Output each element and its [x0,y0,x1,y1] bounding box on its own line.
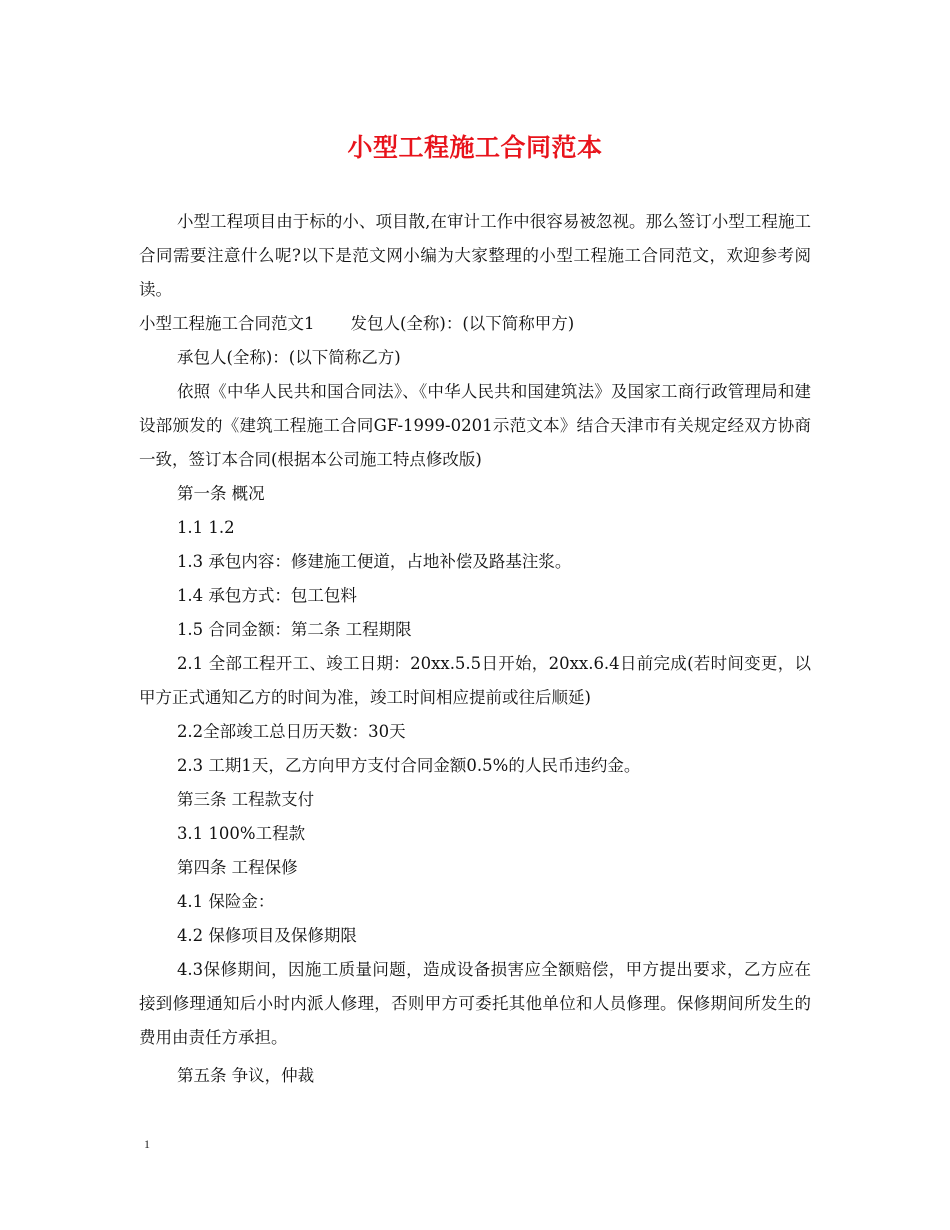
clause-2-3: 2.3 工期1天，乙方向甲方支付合同金额0.5%的人民币违约金。 [176,756,641,775]
sample-heading: 小型工程施工合同范文1 [139,314,315,333]
document-body [139,205,811,1093]
contractor-line: 承包人(全称)：(以下简称乙方) [176,348,401,367]
clause-1-5: 1.5 合同金额：第二条 工程期限 [176,620,412,639]
legal-basis-paragraph: 依照《中华人民共和国合同法》、《中华人民共和国建筑法》及国家工商行政管理局和建设部颁发的《建筑工程施工合同GF-1999-0201示范文本》结合天津市有关规定经双方协商一致，签订本合同(根据本公司施工特点修改版) [139,382,811,469]
employer-line: 发包人(全称)：(以下简称甲方) [350,314,575,333]
intro-paragraph: 小型工程项目由于标的小、项目散,在审计工作中很容易被忽视。那么签订小型工程施工合同需要注意什么呢?以下是范文网小编为大家整理的小型工程施工合同范文，欢迎参考阅读。 [139,212,811,299]
clause-1-4: 1.4 承包方式：包工包料 [176,586,357,605]
sample-heading-line [139,307,811,341]
clause-2-2: 2.2全部竣工总日历天数：30天 [176,722,406,741]
article-1-heading: 第一条 概况 [176,484,265,503]
document-title: 小型工程施工合同范本 [347,133,603,162]
article-4-heading: 第四条 工程保修 [176,858,298,877]
clause-4-2: 4.2 保修项目及保修期限 [176,926,357,945]
clause-1-3: 1.3 承包内容：修建施工便道，占地补偿及路基注浆。 [176,552,572,571]
page-number: 1 [144,1137,150,1151]
article-5-heading: 第五条 争议，仲裁 [176,1066,315,1085]
article-3-heading: 第三条 工程款支付 [176,790,315,809]
clause-1-1: 1.1 1.2 [176,518,235,537]
clause-2-1: 2.1 全部工程开工、竣工日期：20xx.5.5日开始，20xx.6.4日前完成(若时间变更，以甲方正式通知乙方的时间为准，竣工时间相应提前或往后顺延) [139,654,811,707]
clause-4-1: 4.1 保险金： [176,892,275,911]
clause-3-1: 3.1 100%工程款 [176,824,306,843]
clause-4-3: 4.3保修期间，因施工质量问题，造成设备损害应全额赔偿，甲方提出要求，乙方应在接到修理通知后小时内派人修理，否则甲方可委托其他单位和人员修理。保修期间所发生的费用由责任方承担。 [139,960,811,1047]
